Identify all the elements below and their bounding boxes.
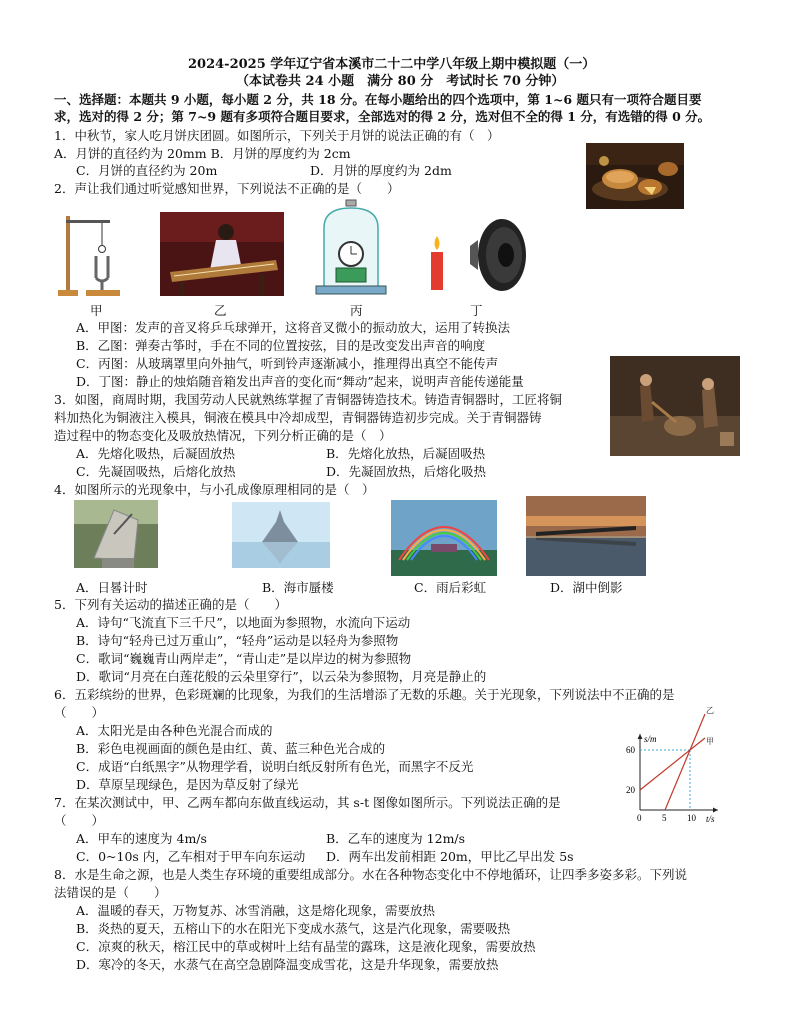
series-line-1 (640, 738, 705, 790)
q4-option-b: B．海市蜃楼 (262, 580, 334, 595)
q3-option-a: A．先熔化吸热，后凝固放热 (76, 446, 236, 461)
q7-option-d: D．两车出发前相距 20m，甲比乙早出发 5s (326, 849, 574, 864)
y-tick-label: 60 (626, 745, 635, 755)
q3-option-b: B．先熔化放热，后凝固吸热 (326, 446, 486, 461)
y-axis-label: s/m (644, 734, 657, 744)
q7-option-b: B．乙车的速度为 12m/s (326, 831, 466, 846)
exam-subtitle: （本试卷共 24 小题 满分 80 分 考试时长 70 分钟） (236, 74, 565, 89)
mirage-photo (232, 502, 330, 568)
x-tick-label: 10 (687, 813, 696, 823)
mooncake-photo (586, 143, 684, 209)
q4-option-d: D．湖中倒影 (550, 580, 623, 595)
rainbow-photo (391, 500, 497, 576)
q4-stem: 4．如图所示的光现象中，与小孔成像原理相同的是（ ） (54, 482, 375, 497)
q2-option-c: C．丙图：从玻璃罩里向外抽气，听到铃声逐渐减小，推理得出真空不能传声 (76, 356, 499, 371)
q6-option-a: A．太阳光是由各种色光混合而成的 (76, 723, 273, 738)
series-line-0 (665, 714, 705, 810)
q5-option-b: B．诗句“轻舟已过万重山”，“轻舟”运动是以轻舟为参照物 (76, 633, 399, 648)
x-axis-label: t/s (706, 814, 715, 824)
q2-option-d: D．丁图：静止的烛焰随音箱发出声音的变化而“舞动”起来，说明声音能传递能量 (76, 374, 524, 389)
exam-title: 2024-2025 学年辽宁省本溪市二十二中学八年级上期中模拟题（一） (188, 57, 596, 72)
q2-label-ding: 丁 (470, 303, 483, 318)
q2-stem: 2．声让我们通过听觉感知世界，下列说法不正确的是（ ） (54, 181, 400, 196)
q2-label-jia: 甲 (90, 303, 103, 318)
q4-option-c: C．雨后彩虹 (414, 580, 487, 595)
q5-option-c: C．歌词“巍巍青山两岸走”，“青山走”是以岸边的树为参照物 (76, 651, 412, 666)
sundial-photo (74, 500, 158, 568)
q6-stem-line1: 6．五彩缤纷的世界，色彩斑斓的比现象，为我们的生活增添了无数的乐趣。关于光现象，下列说法中不正确的是 (54, 687, 675, 702)
x-axis-arrow (713, 808, 718, 813)
q7-option-a: A．甲车的速度为 4m/s (76, 831, 207, 846)
q2-label-bing: 丙 (350, 303, 363, 318)
q3-option-d: D．先凝固放热，后熔化吸热 (326, 464, 487, 479)
q8-option-d: D．寒冷的冬天，水蒸气在高空急剧降温变成雪花，这是升华现象，需要放热 (76, 957, 499, 972)
section-instructions-line1: 一、选择题：本题共 9 小题，每小题 2 分，共 18 分。在每小题给出的四个选项中，第 1~6 题只有一项符合题目要 (54, 92, 702, 107)
y-axis-arrow (638, 734, 643, 739)
q1-option-d: D．月饼的厚度约为 2dm (310, 163, 452, 178)
q3-stem-line3: 造过程中的物态变化及吸放热情况，下列分析正确的是（ ） (54, 428, 392, 443)
series-label-0: 乙 (706, 706, 714, 715)
q6-option-b: B．彩色电视画面的颜色是由红、黄、蓝三种色光合成的 (76, 741, 386, 756)
q8-option-b: B．炎热的夏天，五榕山下的水在阳光下变成水蒸气，这是汽化现象，需要吸热 (76, 921, 511, 936)
bell-jar-diagram (314, 198, 388, 298)
q8-stem-line1: 8．水是生命之源，也是人类生存环境的重要组成部分。水在各种物态变化中不停地循环，让四季多姿多彩。下列说 (54, 867, 687, 882)
q1-option-c: C．月饼的直径约为 20m (76, 163, 218, 178)
q6-option-c: C．成语“白纸黑字”从物理学看，说明白纸反射所有色光，而黑字不反光 (76, 759, 474, 774)
q8-stem-line2: 法错误的是（ ） (54, 885, 167, 900)
speaker-diagram (466, 216, 528, 294)
series-label-1: 甲 (706, 737, 714, 746)
guzheng-player-photo (160, 212, 284, 296)
tuning-fork-stand-diagram (56, 212, 128, 298)
x-tick-label: 5 (662, 813, 667, 823)
q5-stem: 5．下列有关运动的描述正确的是（ ） (54, 597, 287, 612)
q8-option-a: A．温暖的春天，万物复苏、冰雪消融，这是熔化现象，需要放热 (76, 903, 436, 918)
q1-stem: 1．中秋节，家人吃月饼庆团圆。如图所示，下列关于月饼的说法正确的有（ ） (54, 128, 500, 143)
q6-option-d: D．草原呈现绿色，是因为草反射了绿光 (76, 777, 299, 792)
q7-option-c: C．0~10s 内，乙车相对于甲车向东运动 (76, 849, 306, 864)
bronze-casting-photo (610, 356, 740, 456)
q7-stem-line2: （ ） (54, 813, 105, 828)
q2-option-b: B．乙图：弹奏古筝时，手在不同的位置按弦，目的是改变发出声音的响度 (76, 338, 486, 353)
candle-diagram (428, 234, 446, 290)
q3-stem-line1: 3．如图，商周时期，我国劳动人民就熟练掌握了青铜器铸造技术。铸造青铜器时，工匠将铜 (54, 392, 562, 407)
q4-option-a: A．日晷计时 (76, 580, 148, 595)
lake-reflection-photo (526, 496, 646, 576)
x-tick-label: 0 (637, 813, 642, 823)
q5-option-d: D．歌词“月亮在白莲花般的云朵里穿行”，以云朵为参照物，月亮是静止的 (76, 669, 487, 684)
y-tick-label: 20 (626, 785, 635, 795)
q6-stem-line2: （ ） (54, 705, 105, 720)
q1-option-ab: A．月饼的直径约为 20mm B．月饼的厚度约为 2cm (54, 146, 351, 161)
q8-option-c: C．凉爽的秋天，榕江民中的草或树叶上结有晶莹的露珠，这是液化现象，需要放热 (76, 939, 536, 954)
st-graph (622, 706, 722, 824)
q5-option-a: A．诗句“飞流直下三千尺”，以地面为参照物，水流向下运动 (76, 615, 411, 630)
q7-stem-line1: 7．在某次测试中，甲、乙两车都向东做直线运动，其 s-t 图像如图所示。下列说法正确的是 (54, 795, 561, 810)
q3-stem-line2: 料加热化为铜液注入模具，铜液在模具中冷却成型，青铜器铸造初步完成。关于青铜器铸 (54, 410, 542, 425)
q2-label-yi: 乙 (214, 303, 227, 318)
q3-option-c: C．先凝固吸热，后熔化放热 (76, 464, 236, 479)
section-instructions-line2: 求，选对的得 2 分；第 7~9 题有多项符合题目要求，全部选对的得 2 分，选对但不全的得 1 分，有选错的得 0 分。 (54, 109, 711, 124)
q2-option-a: A．甲图：发声的音叉将乒乓球弹开，这将音叉微小的振动放大，运用了转换法 (76, 320, 511, 335)
